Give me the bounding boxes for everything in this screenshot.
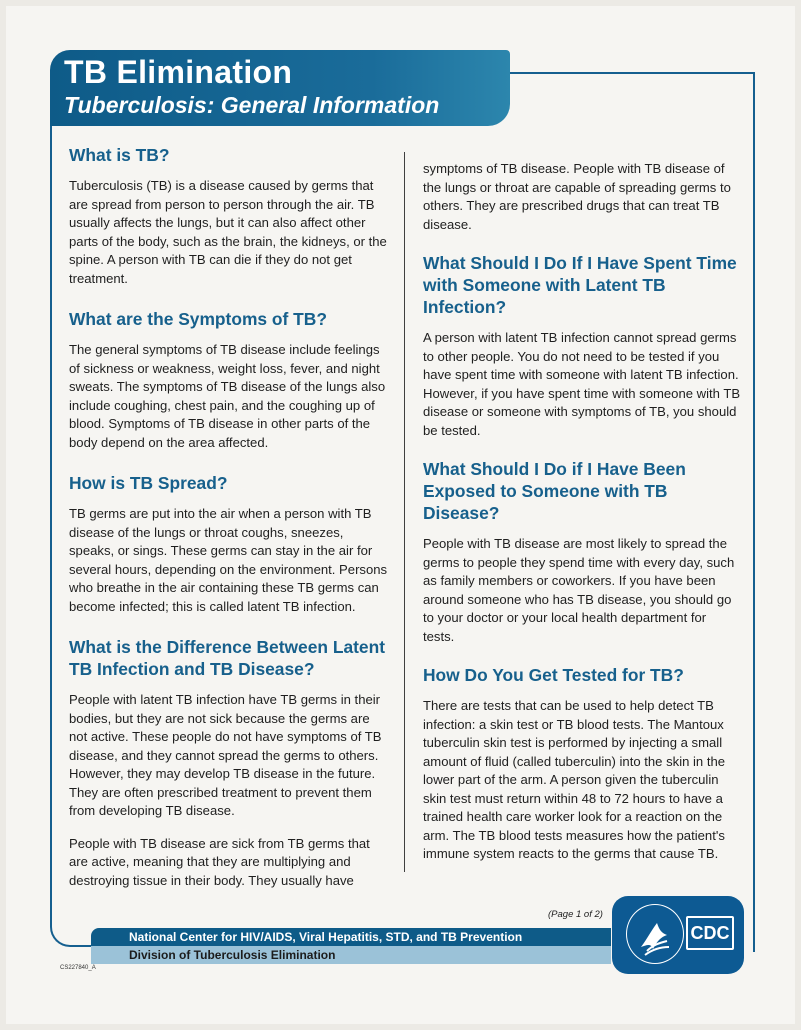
section-paragraph: TB germs are put into the air when a person with TB disease of the lungs or throat coughs, sneezes, speaks, or sings. These germs can stay in the air for several hours, depending on the environment. Persons who breathe in the air containing these TB germs can become infected; this is called latent TB infection. bbox=[69, 506, 388, 614]
page-subtitle: Tuberculosis: General Information bbox=[64, 92, 440, 118]
page-title: TB Elimination bbox=[64, 54, 293, 90]
cdc-logo-badge bbox=[612, 896, 744, 974]
section-heading: How Do You Get Tested for TB? bbox=[423, 665, 684, 685]
section-symptoms bbox=[69, 308, 391, 452]
section-paragraph: A person with latent TB infection cannot spread germs to other people. You do not need to be tested if you have spent time with someone with latent TB infection. However, if you have spent time with someone with TB disease or someone with symptoms of TB, you should be tested. bbox=[423, 330, 741, 438]
section-heading: What Should I Do if I Have Been Exposed to Someone with TB Disease? bbox=[423, 459, 686, 523]
section-heading: What is the Difference Between Latent TB Infection and TB Disease? bbox=[69, 637, 385, 679]
document-code: CS227840_A bbox=[60, 965, 96, 971]
section-what-is-tb bbox=[69, 144, 391, 288]
section-paragraph: People with TB disease are sick from TB germs that are active, meaning that they are multiplying and destroying tissue in their body. They usually have bbox=[69, 835, 370, 888]
hhs-eagle-icon bbox=[627, 905, 682, 962]
page-number: (Page 1 of 2) bbox=[548, 909, 603, 920]
section-how-spread bbox=[69, 472, 391, 616]
section-paragraph: There are tests that can be used to help detect TB infection: a skin test or TB blood tests. The Mantoux tuberculin skin test is performed by injecting a small amount of fluid (called tuberculin) into the skin in the lower part of the arm. A person given the tuberculin skin test must return within 48 to 72 hours to have a trained health care worker look for a reaction on the arm. The TB blood tests measures how the patient's immune system reacts to the germs that cause TB. bbox=[423, 698, 726, 861]
section-paragraph: Tuberculosis (TB) is a disease caused by germs that are spread from person to person through the air. TB usually affects the lungs, but it can also affect other parts of the body, such as the brain, the kidneys, or the spine. A person with TB can die if they do not get treatment. bbox=[69, 178, 387, 286]
left-column bbox=[69, 144, 391, 910]
section-heading: What Should I Do If I Have Spent Time with Someone with Latent TB Infection? bbox=[423, 253, 737, 317]
section-paragraph: The general symptoms of TB disease include feelings of sickness or weakness, weight loss, fever, and night sweats. The symptoms of TB disease of the lungs also include coughing, chest pain, and the coughing up of blood. Symptoms of TB disease in other parts of the body depend on the area affected. bbox=[69, 342, 386, 450]
title-banner bbox=[50, 50, 510, 126]
section-paragraph: People with TB disease are most likely to spread the germs to people they spend time with every day, such as family members or coworkers. If you have been around someone who has TB disease, you should go to your doctor or your local health department for tests. bbox=[423, 536, 735, 644]
section-paragraph: People with latent TB infection have TB germs in their bodies, but they are not sick because the germs are not active. These people do not have symptoms of TB disease, and they cannot spread the germs to others. However, they may develop TB disease in the future. They are often prescribed treatment to prevent them from developing TB disease. bbox=[69, 692, 382, 818]
continued-paragraph: symptoms of TB disease. People with TB disease of the lungs or throat are capable of spreading germs to others. They are prescribed drugs that can treat TB disease. bbox=[423, 161, 731, 232]
right-column bbox=[423, 160, 741, 882]
section-heading: What is TB? bbox=[69, 145, 170, 165]
hhs-eagle-logo-icon bbox=[626, 904, 684, 964]
section-latent-vs-disease bbox=[69, 636, 391, 890]
footer-center-name: National Center for HIV/AIDS, Viral Hepatitis, STD, and TB Prevention bbox=[91, 928, 611, 946]
section-continuation bbox=[423, 160, 741, 234]
column-divider bbox=[404, 152, 405, 872]
section-get-tested bbox=[423, 664, 741, 864]
section-exposed bbox=[423, 458, 741, 646]
cdc-wordmark: CDC bbox=[686, 916, 734, 950]
page-frame-top bbox=[505, 72, 755, 74]
section-spent-time-latent bbox=[423, 252, 741, 440]
section-heading: How is TB Spread? bbox=[69, 473, 228, 493]
section-heading: What are the Symptoms of TB? bbox=[69, 309, 327, 329]
page-frame-right bbox=[753, 72, 755, 952]
footer-division-name: Division of Tuberculosis Elimination bbox=[91, 946, 611, 964]
